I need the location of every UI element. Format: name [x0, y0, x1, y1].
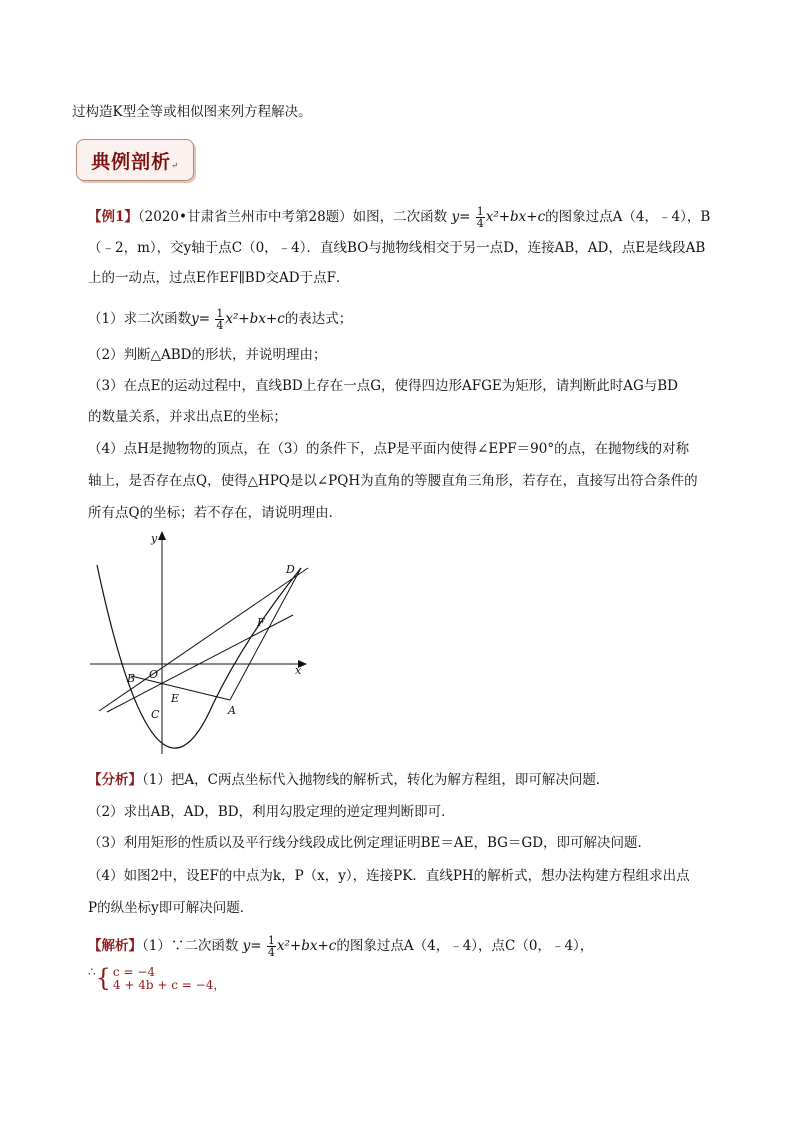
- question-4b: 轴上，是否存在点Q，使得△HPQ是以∠PQH为直角的等腰直角三角形，若存在，直接写出符合条件的: [88, 473, 698, 489]
- example-line-2: （﹣2，m），交y轴于点C（0，﹣4）．直线BO与抛物线相交于另一点D，连接AB，AD，点E是线段AB: [88, 240, 706, 256]
- example-line-1: 【例1】（2020•甘肃省兰州市中考第28题）如图，二次函数 y= $\frac{1}{4}$ x²+bx+c的图象过点A（4，﹣4），B: [88, 205, 711, 230]
- y-axis-arrow: [158, 531, 166, 540]
- label-x: x: [295, 664, 302, 677]
- intro-text: 过构造K型全等或相似图来列方程解决。: [72, 104, 312, 120]
- analysis-1: 【分析】（1）把A，C两点坐标代入抛物线的解析式，转化为解方程组，即可解决问题．: [88, 772, 610, 788]
- label-b: B: [127, 672, 136, 685]
- parabola-figure: [85, 528, 315, 756]
- segment-ba: [131, 676, 230, 700]
- analysis-4: （4）如图2中，设EF的中点为k，P（x，y），连接PK．直线PH的解析式，想办法构建方程组求出点: [88, 868, 690, 884]
- label-c: C: [151, 708, 160, 721]
- label-f: F: [257, 616, 265, 629]
- label-o: O: [149, 668, 159, 681]
- analysis-3: （3）利用矩形的性质以及平行线分线段成比例定理证明BE＝AE，BG＝GD，即可解决问题．: [88, 835, 652, 851]
- question-2: （2）判断△ABD的形状，并说明理由；: [88, 347, 327, 363]
- analysis-5: P的纵坐标y即可解决问题．: [88, 900, 254, 916]
- question-4c: 所有点Q的坐标；若不存在，请说明理由．: [88, 505, 343, 521]
- label-d: D: [286, 563, 295, 576]
- equation-system: ∴{ c = −4 4 + 4b + c = −4，: [88, 964, 226, 992]
- example-tag: 【例1】: [88, 209, 138, 225]
- label-a: A: [228, 704, 236, 717]
- solution-tag: 【解析】: [88, 938, 142, 954]
- line-bd: [99, 568, 308, 711]
- section-header: [76, 139, 194, 181]
- fraction: $\frac{1}{4}$: [267, 934, 275, 959]
- analysis-tag: 【分析】: [88, 772, 142, 788]
- question-4a: （4）点H是抛物物的顶点，在（3）的条件下，点P是平面内使得∠EPF＝90°的点，在抛物线的对称: [88, 441, 690, 457]
- fraction: $\frac{1}{4}$: [216, 307, 224, 332]
- label-e: E: [171, 692, 180, 705]
- label-y: y: [151, 532, 158, 545]
- parabola-curve: [97, 565, 301, 748]
- fraction: $\frac{1}{4}$: [476, 205, 484, 230]
- question-1: （1）求二次函数y= $\frac{1}{4}$ x²+bx+c的表达式；: [88, 307, 353, 332]
- question-3b: 的数量关系，并求出点E的坐标；: [88, 409, 287, 425]
- solution-1: 【解析】（1）∵二次函数 y= $\frac{1}{4}$ x²+bx+c的图象过点A（4，﹣4），点C（0，﹣4），: [88, 934, 594, 959]
- question-3a: （3）在点E的运动过程中，直线BD上存在一点G，使得四边形AFGE为矩形，请判断此时AG与BD: [88, 378, 679, 394]
- analysis-2: （2）求出AB，AD，BD，利用勾股定理的逆定理判断即可．: [88, 804, 455, 820]
- segment-ad: [230, 568, 301, 700]
- section-title: 典例剖析↵: [91, 150, 179, 173]
- example-line-3: 上的一动点，过点E作EF∥BD交AD于点F．: [88, 270, 350, 286]
